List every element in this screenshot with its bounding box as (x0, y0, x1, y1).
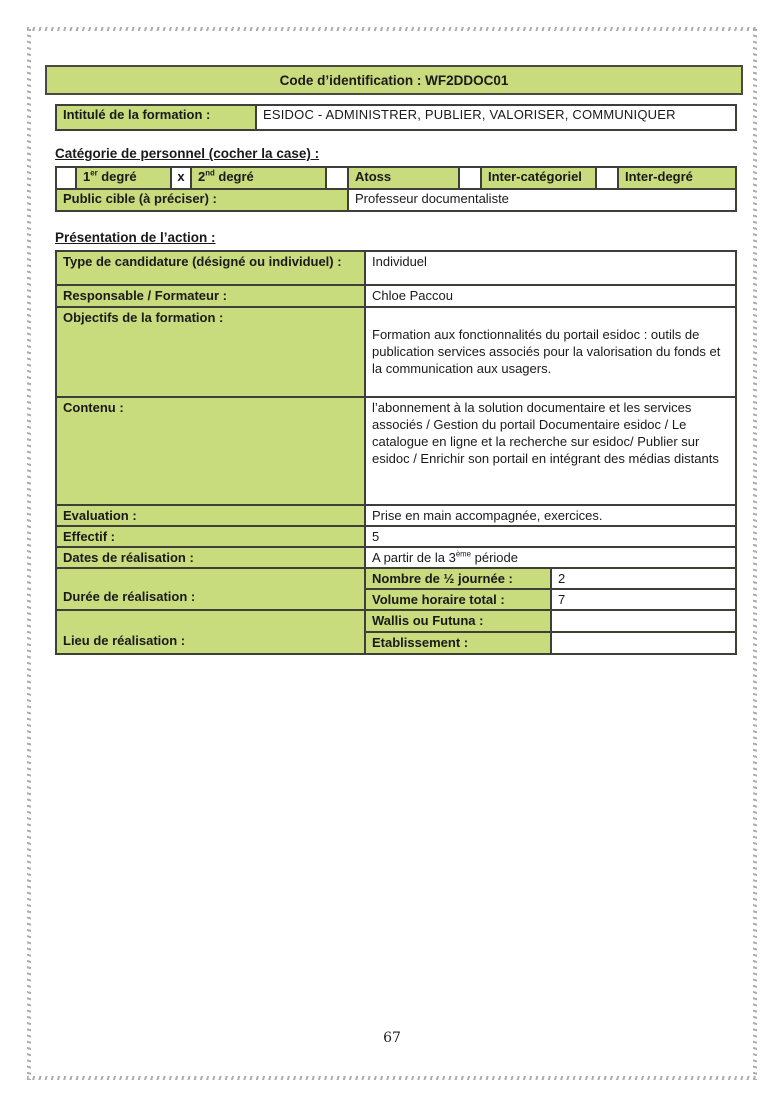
nombre-demi-journee-value: 2 (551, 568, 736, 589)
intitule-table (55, 104, 737, 131)
volume-horaire-label: Volume horaire total : (365, 589, 551, 610)
identification-code-bar (45, 65, 743, 95)
intitule-value: ESIDOC - ADMINISTRER, PUBLIER, VALORISER, COMMUNIQUER (256, 105, 736, 130)
table-row-objectifs (56, 307, 736, 397)
lieu-label: Lieu de réalisation : (56, 610, 365, 654)
table-row-type-candidature (56, 251, 736, 285)
categorie-label-inter-degre: Inter-degré (618, 167, 736, 189)
wallis-futuna-label: Wallis ou Futuna : (365, 610, 551, 632)
contenu-label: Contenu : (56, 397, 365, 505)
label-text: degré (214, 169, 254, 184)
etablissement-value (551, 632, 736, 654)
categorie-heading: Catégorie de personnel (cocher la case) : (55, 146, 320, 161)
volume-horaire-value: 7 (551, 589, 736, 610)
categorie-label-1er-degre (76, 167, 171, 189)
stitch-border-bottom (27, 1076, 757, 1080)
duree-label: Durée de réalisation : (56, 568, 365, 610)
objectifs-value: Formation aux fonctionnalités du portail esidoc : outils de publication services associés pour la valorisation du fonds et la communication aux usagers. (365, 307, 736, 397)
label-superscript: er (90, 168, 98, 178)
categorie-label-atoss: Atoss (348, 167, 459, 189)
table-row-evaluation (56, 505, 736, 526)
presentation-heading: Présentation de l’action : (55, 230, 216, 245)
responsable-value: Chloe Paccou (365, 285, 736, 307)
stitch-border-left (27, 27, 31, 1080)
table-row-dates (56, 547, 736, 568)
label-text: 2 (198, 169, 206, 184)
checkbox-inter-degre (596, 167, 618, 189)
table-row-lieu-1 (56, 610, 736, 632)
identification-code-text: Code d’identification : WF2DDOC01 (279, 72, 509, 88)
label-text: 1 (83, 169, 91, 184)
evaluation-value: Prise en main accompagnée, exercices. (365, 505, 736, 526)
categorie-row (56, 167, 736, 189)
dates-value-text: A partir de la 3 (372, 550, 456, 565)
contenu-value: l’abonnement à la solution documentaire et les services associés / Gestion du portail Documentaire esidoc / Le catalogue en ligne et la recherche sur esidoc/ Publier sur esidoc / Enrichir son portail en intégrant des médias distants (365, 397, 736, 505)
dates-value-text: période (471, 550, 518, 565)
public-cible-row (56, 189, 736, 211)
table-row-duree-1 (56, 568, 736, 589)
effectif-label: Effectif : (56, 526, 365, 547)
dates-value-superscript: ème (455, 549, 471, 559)
checkbox-inter-categoriel (459, 167, 481, 189)
public-cible-value: Professeur documentaliste (348, 189, 736, 211)
wallis-futuna-value (551, 610, 736, 632)
label-text: degré (97, 169, 137, 184)
categorie-table (55, 166, 737, 212)
stitch-border-right (753, 27, 757, 1080)
categorie-label-2nd-degre (191, 167, 326, 189)
checkbox-atoss (326, 167, 348, 189)
dates-value (365, 547, 736, 568)
type-candidature-value: Individuel (365, 251, 736, 285)
etablissement-label: Etablissement : (365, 632, 551, 654)
evaluation-label: Evaluation : (56, 505, 365, 526)
stitch-border-top (27, 27, 757, 31)
checkbox-2nd-degre: x (171, 167, 191, 189)
objectifs-label: Objectifs de la formation : (56, 307, 365, 397)
table-row-responsable (56, 285, 736, 307)
nombre-demi-journee-label: Nombre de ½ journée : (365, 568, 551, 589)
responsable-label: Responsable / Formateur : (56, 285, 365, 307)
label-superscript: nd (205, 168, 215, 178)
presentation-table (55, 250, 737, 655)
page-number: 67 (383, 1030, 401, 1046)
intitule-label: Intitulé de la formation : (56, 105, 256, 130)
checkbox-1er-degre (56, 167, 76, 189)
effectif-value: 5 (365, 526, 736, 547)
dates-label: Dates de réalisation : (56, 547, 365, 568)
table-row-contenu (56, 397, 736, 505)
type-candidature-label: Type de candidature (désigné ou individuel) : (56, 251, 365, 285)
table-row-effectif (56, 526, 736, 547)
public-cible-label: Public cible (à préciser) : (56, 189, 348, 211)
table-row (56, 105, 736, 130)
categorie-label-inter-categoriel: Inter-catégoriel (481, 167, 596, 189)
